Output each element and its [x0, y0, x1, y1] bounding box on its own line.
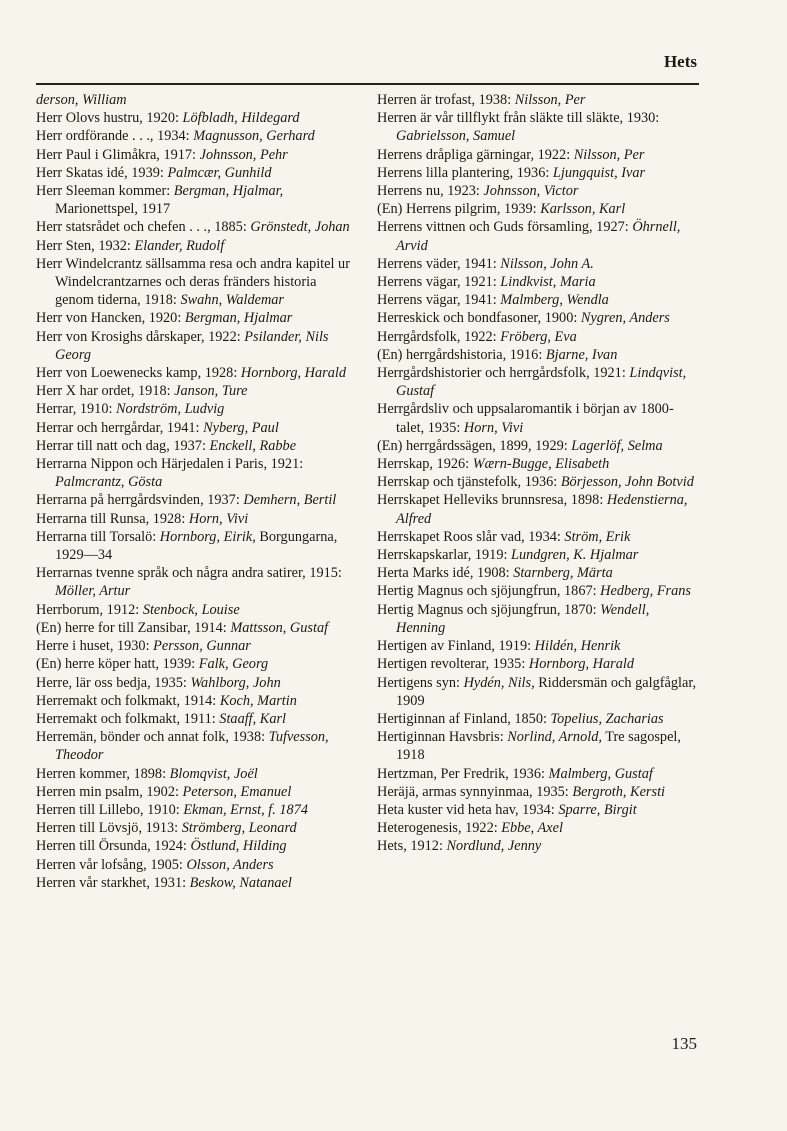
entry-title: Herrar, 1910: — [36, 401, 117, 418]
index-entry — [377, 182, 699, 200]
entry-author: Hildén, Henrik — [534, 638, 621, 655]
entry-title: Herrens dråpliga gärningar, 1922: — [377, 146, 574, 163]
entry-author: Horn, Vivi — [188, 510, 249, 527]
entry-title: (En) herre köper hatt, 1939: — [36, 656, 199, 673]
entry-title: Herre, lär oss bedja, 1935: — [36, 674, 191, 691]
entry-title: Herrgårdshistorier och herrgårdsfolk, 1921: — [377, 365, 630, 382]
index-entry — [36, 837, 358, 855]
entry-author: Staaff, Karl — [219, 710, 287, 727]
index-entry — [377, 491, 699, 527]
entry-title: Herre i huset, 1930: — [36, 638, 154, 655]
entry-title: Herren vår lofsång, 1905: — [36, 856, 187, 873]
entry-title: Hets, 1912: — [377, 838, 447, 855]
entry-title: Herr von Loewenecks kamp, 1928: — [36, 365, 241, 382]
index-entry — [36, 218, 358, 236]
entry-title: Herrarna till Torsalö: — [36, 528, 160, 545]
index-entry — [377, 218, 699, 254]
entry-author: Bergroth, Kersti — [572, 783, 666, 800]
entry-title: Herren kommer, 1898: — [36, 765, 170, 782]
entry-author: Stenbock, Louise — [142, 601, 240, 618]
entry-author: Malmberg, Gustaf — [548, 765, 653, 782]
index-entry — [36, 400, 358, 418]
entry-title: Herr Sleeman kommer: — [36, 183, 174, 200]
index-entry — [36, 309, 358, 327]
index-entry — [36, 491, 358, 509]
entry-author: Hedberg, Frans — [600, 583, 691, 600]
entry-author: Janson, Ture — [174, 383, 248, 400]
entry-suffix: Marionettspel, 1917 — [55, 201, 171, 218]
index-entry — [377, 637, 699, 655]
entry-author: Wahlborg, John — [190, 674, 281, 691]
index-entry — [36, 419, 358, 437]
entry-title: Herrens väder, 1941: — [377, 255, 501, 272]
index-entry — [377, 765, 699, 783]
index-entry — [377, 674, 699, 710]
entry-author: Sparre, Birgit — [558, 801, 637, 818]
entry-title: Heta kuster vid heta hav, 1934: — [377, 801, 559, 818]
entry-title: (En) herre for till Zansibar, 1914: — [36, 619, 231, 636]
entry-suffix: Tre sagospel, 1918 — [396, 729, 681, 764]
entry-author: Hedenstierna, Alfred — [396, 492, 688, 527]
entry-title: Herr Olovs hustru, 1920: — [36, 110, 183, 127]
entry-author: Börjesson, John Botvid — [560, 474, 694, 491]
entry-title: Herrgårdsliv och uppsalaromantik i början av 1800-talet, 1935: — [377, 401, 674, 436]
index-entry — [377, 582, 699, 600]
entry-author: Hydén, Nils, — [463, 674, 535, 691]
index-entry — [377, 837, 699, 855]
entry-author: Beskow, Natanael — [189, 874, 292, 891]
index-column-right — [377, 91, 699, 856]
index-entry — [377, 528, 699, 546]
entry-title: Hertiginnan Havsbris: — [377, 729, 508, 746]
entry-author: Falk, Georg — [198, 656, 269, 673]
entry-author: Horn, Vivi — [463, 419, 524, 436]
entry-title: Hertigen revolterar, 1935: — [377, 656, 529, 673]
entry-title: Herrens nu, 1923: — [377, 183, 484, 200]
entry-author: Strömberg, Leonard — [181, 820, 297, 837]
entry-title: Herren min psalm, 1902: — [36, 783, 183, 800]
index-entry — [36, 856, 358, 874]
index-entry — [36, 328, 358, 364]
index-entry — [36, 692, 358, 710]
entry-author: Bjarne, Ivan — [545, 346, 618, 363]
entry-author: Palmcrantz, Gösta — [55, 474, 163, 491]
entry-author: Starnberg, Märta — [513, 565, 613, 582]
entry-title: Herrarna till Runsa, 1928: — [36, 510, 189, 527]
entry-title: Herrgårdsfolk, 1922: — [377, 328, 501, 345]
entry-author: Fröberg, Eva — [500, 328, 577, 345]
index-entry — [36, 146, 358, 164]
entry-author: Malmberg, Wendla — [500, 292, 609, 309]
entry-author: Topelius, Zacharias — [550, 710, 664, 727]
entry-title: Herr statsrådet och chefen . . ., 1885: — [36, 219, 251, 236]
entry-title: Herren är trofast, 1938: — [377, 92, 515, 108]
index-entry — [36, 801, 358, 819]
entry-author: Nilsson, Per — [573, 146, 645, 163]
entry-author: Nilsson, John A. — [500, 255, 594, 272]
entry-author: Gabrielsson, Samuel — [396, 128, 516, 145]
entry-title: Herrskap, 1926: — [377, 456, 473, 473]
index-entry — [377, 255, 699, 273]
index-entry — [377, 819, 699, 837]
entry-author: Ekman, Ernst, f. 1874 — [183, 801, 309, 818]
entry-title: Herrens vägar, 1921: — [377, 274, 501, 291]
entry-author: Demhern, Bertil — [243, 492, 337, 509]
entry-suffix: Riddersmän och galgfåglar, 1909 — [396, 674, 697, 709]
entry-title: Herrborum, 1912: — [36, 601, 143, 618]
index-entry — [36, 364, 358, 382]
entry-author: Hornborg, Harald — [528, 656, 634, 673]
index-column-left — [36, 91, 358, 892]
index-entry — [377, 455, 699, 473]
index-entry — [36, 164, 358, 182]
entry-author: Nyberg, Paul — [203, 419, 279, 436]
entry-author: Lagerlöf, Selma — [571, 437, 663, 454]
entry-title: Herrarnas tvenne språk och några andra satirer, 1915: — [36, 565, 342, 582]
entry-title: Hertzman, Per Fredrik, 1936: — [377, 765, 549, 782]
index-entry — [36, 109, 358, 127]
entry-author: derson, William — [36, 92, 127, 108]
entry-title: Herrarna Nippon och Härjedalen i Paris, 1921: — [36, 456, 304, 473]
entry-author: Ebbe, Axel — [501, 820, 563, 837]
index-entry — [36, 874, 358, 892]
entry-title: Heterogenesis, 1922: — [377, 820, 502, 837]
entry-title: Herrens lilla plantering, 1936: — [377, 164, 553, 181]
entry-author: Wærn-Bugge, Elisabeth — [472, 456, 610, 473]
entry-author: Norlind, Arnold, — [507, 729, 602, 746]
entry-author: Swahn, Waldemar — [180, 292, 284, 309]
entry-title: Herreskick och bondfasoner, 1900: — [377, 310, 581, 327]
entry-suffix: Borgungarna, 1929—34 — [55, 528, 338, 564]
index-entry — [377, 346, 699, 364]
entry-author: Peterson, Emanuel — [182, 783, 292, 800]
entry-title: Herr von Krosighs dårskaper, 1922: — [36, 328, 245, 345]
entry-author: Enckell, Rabbe — [209, 437, 297, 454]
entry-author: Bergman, Hjalmar — [184, 310, 293, 327]
entry-author: Lindqvist, Gustaf — [396, 365, 687, 400]
entry-author: Olsson, Anders — [186, 856, 274, 873]
index-entry — [36, 765, 358, 783]
index-entry — [377, 109, 699, 145]
index-entry — [377, 546, 699, 564]
index-entry — [377, 364, 699, 400]
entry-title: Hertigens syn: — [377, 674, 464, 691]
index-entry — [36, 127, 358, 145]
entry-author: Magnusson, Gerhard — [193, 128, 315, 145]
entry-author: Öhrnell, Arvid — [396, 219, 681, 254]
index-entry — [36, 655, 358, 673]
entry-title: Herren vår starkhet, 1931: — [36, 874, 190, 891]
index-entry — [377, 564, 699, 582]
index-entry — [36, 783, 358, 801]
index-entry — [36, 601, 358, 619]
index-entry — [36, 819, 358, 837]
entry-author: Johnsson, Victor — [483, 183, 579, 200]
index-entry — [36, 528, 358, 564]
index-entry — [377, 801, 699, 819]
index-entry — [377, 710, 699, 728]
index-entry — [36, 710, 358, 728]
index-entry — [36, 619, 358, 637]
entry-author: Ström, Erik — [564, 528, 631, 545]
index-entry — [36, 437, 358, 455]
entry-title: Herta Marks idé, 1908: — [377, 565, 514, 582]
entry-author: Blomqvist, Joël — [169, 765, 258, 782]
running-header: Hets — [663, 52, 697, 71]
entry-author: Mattsson, Gustaf — [230, 619, 329, 636]
entry-author: Persson, Gunnar — [153, 638, 251, 655]
entry-author: Johnsson, Pehr — [199, 146, 288, 163]
entry-title: Hertig Magnus och sjöjungfrun, 1867: — [377, 583, 601, 600]
entry-title: Herrskapet Roos slår vad, 1934: — [377, 528, 565, 545]
entry-author: Wendell, Henning — [396, 601, 650, 636]
entry-author: Tufvesson, Theodor — [55, 729, 329, 764]
entry-author: Lundgren, K. Hjalmar — [511, 547, 639, 564]
index-entry — [377, 437, 699, 455]
index-entry — [377, 309, 699, 327]
index-entry — [36, 237, 358, 255]
entry-title: Hertiginnan af Finland, 1850: — [377, 710, 551, 727]
entry-author: Palmcær, Gunhild — [167, 164, 272, 181]
entry-title: Hertig Magnus och sjöjungfrun, 1870: — [377, 601, 601, 618]
entry-title: Herr Sten, 1932: — [36, 237, 135, 254]
entry-title: Herr von Hancken, 1920: — [36, 310, 185, 327]
entry-title: Herren till Lillebo, 1910: — [36, 801, 184, 818]
index-entry — [377, 200, 699, 218]
index-entry — [36, 728, 358, 764]
entry-author: Möller, Artur — [55, 583, 131, 600]
entry-author: Löfbladh, Hildegard — [182, 110, 300, 127]
entry-title: Herren till Örsunda, 1924: — [36, 838, 191, 855]
index-entry — [377, 783, 699, 801]
entry-title: Herrskap och tjänstefolk, 1936: — [377, 474, 561, 491]
index-entry — [377, 164, 699, 182]
index-entry — [377, 328, 699, 346]
entry-author: Grönstedt, Johan — [250, 219, 350, 236]
entry-title: Herren till Lövsjö, 1913: — [36, 820, 182, 837]
index-entry — [377, 728, 699, 764]
entry-title: Herremakt och folkmakt, 1911: — [36, 710, 220, 727]
index-entry — [36, 564, 358, 600]
entry-title: Hertigen av Finland, 1919: — [377, 638, 535, 655]
entry-title: Herremakt och folkmakt, 1914: — [36, 692, 220, 709]
index-entry — [36, 455, 358, 491]
entry-title: Herremän, bönder och annat folk, 1938: — [36, 729, 269, 746]
entry-title: Herrens vittnen och Guds församling, 1927: — [377, 219, 633, 236]
entry-title: Herr ordförande . . ., 1934: — [36, 128, 194, 145]
entry-title: Herr Paul i Glimåkra, 1917: — [36, 146, 200, 163]
index-entry — [36, 674, 358, 692]
index-entry — [377, 273, 699, 291]
entry-title: Herr Windelcrantz sällsamma resa och andra kapitel ur Windelcrantzarnes och deras fränders historia genom tiderna, 1918: — [36, 255, 350, 309]
index-entry — [36, 637, 358, 655]
index-entry — [377, 146, 699, 164]
entry-author: Ljungquist, Ivar — [552, 164, 646, 181]
entry-title: (En) herrgårdshistoria, 1916: — [377, 346, 546, 363]
entry-author: Nygren, Anders — [580, 310, 670, 327]
index-entry — [377, 400, 699, 436]
index-entry — [377, 655, 699, 673]
page-number: 135 — [671, 1034, 697, 1053]
entry-title: (En) Herrens pilgrim, 1939: — [377, 201, 541, 218]
entry-author: Karlsson, Karl — [540, 201, 626, 218]
entry-title: Heräjä, armas synnyinmaa, 1935: — [377, 783, 573, 800]
index-entry — [36, 382, 358, 400]
entry-title: Herr X har ordet, 1918: — [36, 383, 175, 400]
entry-author: Bergman, Hjalmar, — [173, 183, 284, 200]
entry-author: Hornborg, Harald — [240, 365, 346, 382]
entry-title: Herrens vägar, 1941: — [377, 292, 501, 309]
header-rule — [36, 83, 699, 85]
entry-author: Koch, Martin — [219, 692, 297, 709]
entry-title: Herrskapskarlar, 1919: — [377, 547, 512, 564]
entry-title: Herrar till natt och dag, 1937: — [36, 437, 210, 454]
index-entry — [377, 473, 699, 491]
entry-title: Herrskapet Helleviks brunnsresa, 1898: — [377, 492, 607, 509]
entry-author: Östlund, Hilding — [190, 838, 287, 855]
entry-title: Herr Skatas idé, 1939: — [36, 164, 168, 181]
index-entry — [36, 255, 358, 310]
entry-author: Nordström, Ludvig — [116, 401, 225, 418]
entry-title: (En) herrgårdssägen, 1899, 1929: — [377, 437, 572, 454]
index-entry — [36, 182, 358, 218]
entry-author: Nordlund, Jenny — [446, 838, 542, 855]
index-entry — [36, 510, 358, 528]
index-entry — [36, 91, 358, 109]
index-entry — [377, 601, 699, 637]
entry-title: Herrar och herrgårdar, 1941: — [36, 419, 204, 436]
entry-title: Herren är vår tillflykt från släkte till släkte, 1930: — [377, 110, 660, 127]
entry-author: Elander, Rudolf — [134, 237, 225, 254]
entry-title: Herrarna på herrgårdsvinden, 1937: — [36, 492, 244, 509]
entry-author: Nilsson, Per — [514, 92, 586, 108]
index-entry — [377, 291, 699, 309]
entry-author: Psilander, Nils Georg — [55, 328, 329, 363]
entry-author: Hornborg, Eirik, — [159, 528, 256, 545]
entry-author: Lindkvist, Maria — [500, 274, 596, 291]
index-entry — [377, 91, 699, 109]
